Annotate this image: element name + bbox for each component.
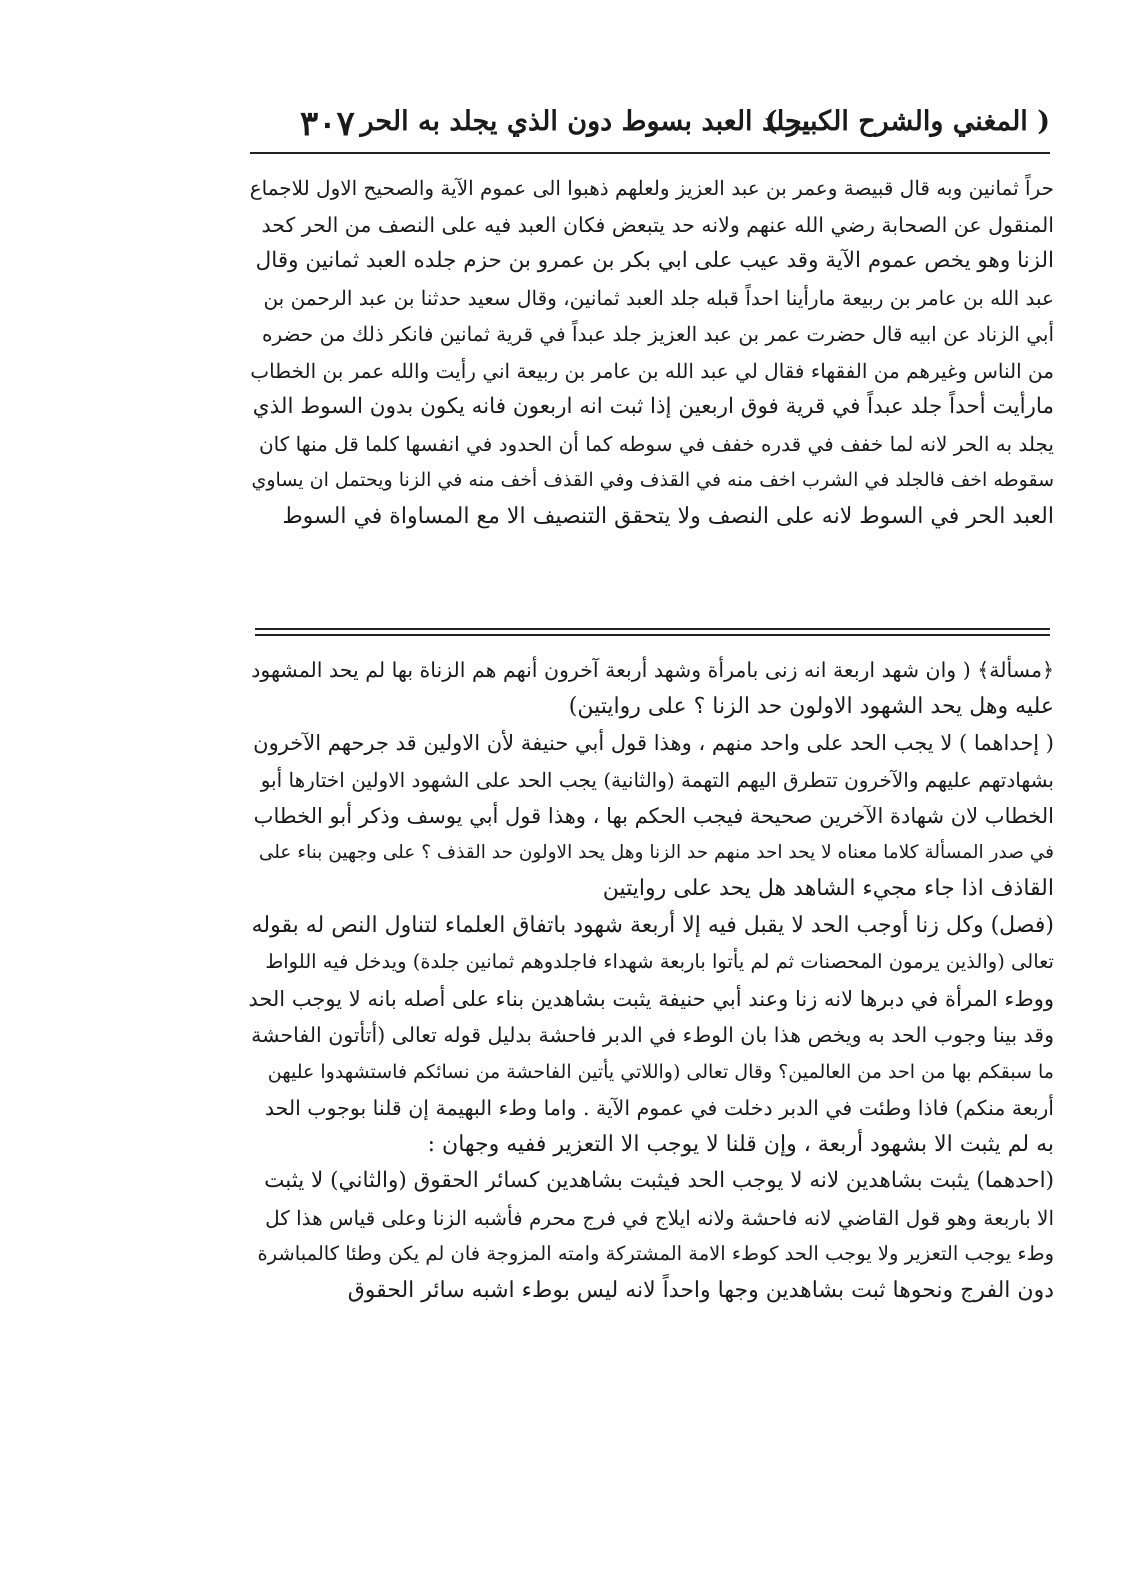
header-rule (250, 152, 1050, 154)
bottom-paragraph (248, 652, 1054, 1309)
text-line: من الناس وغيرهم من الفقهاء فقال لي عبد الله بن عامر بن ربيعة اني رأيت والله عمر بن الخطاب (250, 358, 1054, 383)
text-line: عبد الله بن عامر بن ربيعة مارأينا احداً قبله جلد العبد ثمانين، وقال سعيد حدثنا بن عبد الرحمن بن (263, 285, 1054, 310)
text-line: تعالى (والذين يرمون المحصنات ثم لم يأتوا باربعة شهداء فاجلدوهم ثمانين جلدة) ويدخل فيه اللواط (265, 950, 1054, 973)
text-line: العبد الحر في السوط لانه على النصف ولا يتحقق التنصيف الا مع المساواة في السوط (282, 503, 1054, 529)
text-line: وقد بينا وجوب الحد به ويخص هذا بان الوطء في الدبر فاحشة بدليل قوله تعالى (أتأتون الفاحشة (251, 1023, 1054, 1047)
text-line: دون الفرج ونحوها ثبت بشاهدين وجها واحداً لانه ليس بوطء اشبه سائر الحقوق (347, 1277, 1054, 1303)
top-commentary-block (248, 170, 1054, 535)
text-line: الزنا وهو يخص عموم الآية وقد عيب على ابي بكر بن عمرو بن حزم جلده العبد ثمانين وقال (255, 248, 1054, 273)
text-line: أبي الزناد عن ابيه قال حضرت عمر بن عبد العزيز جلد عبداً في قرية ثمانين فانكر ذلك من حضره (262, 322, 1054, 346)
text-line: عليه وهل يحد الشهود الاولون حد الزنا ؟ على روايتين) (568, 693, 1054, 719)
text-line: مارأيت أحداً جلد عبداً في قرية فوق اربعين إذا ثبت انه اربعون فانه يكون بدون السوط الذي (252, 394, 1054, 419)
text-line: الا باربعة وهو قول القاضي لانه فاحشة ولانه ايلاج في فرج محرم فأشبه الزنا وعلى قياس هذا كل (265, 1205, 1054, 1230)
text-line: به لم يثبت الا بشهود أربعة ، وإن قلنا لا يوجب الا التعزير ففيه وجهان : (427, 1131, 1054, 1157)
page-number: ٣٠٧ (300, 104, 355, 144)
text-line: المنقول عن الصحابة رضي الله عنهم ولانه حد يتبعض فكان العبد فيه على النصف من الحر كحد (261, 212, 1054, 237)
text-line: الخطاب لان شهادة الآخرين صحيحة فيجب الحكم بها ، وهذا قول أبي يوسف وذكر أبو الخطاب (253, 804, 1054, 828)
text-line: (فصل) وكل زنا أوجب الحد لا يقبل فيه إلا أربعة شهود باتفاق العلماء لتناول النص له بقوله (251, 912, 1054, 938)
text-line: ووطء المرأة في دبرها لانه زنا وعند أبي حنيفة يثبت بشاهدين بناء على أصله بانه لا يوجب الحد (248, 986, 1054, 1011)
text-line: بشهادتهم عليهم والآخرون تتطرق اليهم التهمة (والثانية) يجب الحد على الشهود الاولين اختارها أبو (260, 767, 1054, 792)
page-header (250, 104, 1050, 150)
text-line: ﴿مسألة﴾ ( وان شهد اربعة انه زنى بامرأة وشهد أربعة آخرون أنهم هم الزناة بها لم يحد المشهود (251, 658, 1054, 682)
text-line: حراً ثمانين وبه قال قبيصة وعمر بن عبد العزيز ولعلهم ذهبوا الى عموم الآية والصحيح الاول للاجماع (249, 176, 1054, 200)
section-divider-top (255, 628, 1050, 630)
text-line: وطء يوجب التعزير ولا يوجب الحد كوطء الامة المشتركة وامته المزوجة فان لم يكن وطئا كالمباشرة (257, 1242, 1054, 1265)
section-divider-bottom (255, 634, 1050, 636)
text-line: يجلد به الحر لانه لما خفف في قدره خفف في سوطه كما أن الحدود في انفسها كلما قل منها كان (258, 431, 1054, 456)
bottom-text-block (248, 652, 1054, 1309)
text-line: أربعة منكم) فاذا وطئت في الدبر دخلت في عموم الآية . واما وطء البهيمة إن قلنا بوجوب الحد (264, 1096, 1054, 1120)
text-line: القاذف اذا جاء مجيء الشاهد هل يحد على روايتين (602, 876, 1054, 901)
section-title: يجلد العبد بسوط دون الذي يجلد به الحر (360, 106, 810, 137)
text-line: ( إحداهما ) لا يجب الحد على واحد منهم ، وهذا قول أبي حنيفة لأن الاولين قد جرحهم الآخرون (253, 731, 1054, 755)
top-paragraph (248, 170, 1054, 535)
book-title: ( المغني والشرح الكبير ) (764, 106, 1050, 137)
text-line: في صدر المسألة كلاما معناه لا يحد احد منهم حد الزنا وهل يحد الاولون حد القذف ؟ على وجهين بناء على (258, 841, 1054, 863)
text-line: (احدهما) يثبت بشاهدين لانه لا يوجب الحد فيثبت بشاهدين كسائر الحقوق (والثاني) لا يثبت (264, 1168, 1054, 1193)
text-line: سقوطه اخف فالجلد في الشرب اخف منه في القذف وفي القذف أخف منه في الزنا ويحتمل ان يساوي (251, 469, 1054, 491)
text-line: ما سبقكم بها من احد من العالمين؟ وقال تعالى (واللاتي يأتين الفاحشة من نسائكم فاستشهدوا عليهن (267, 1060, 1054, 1083)
